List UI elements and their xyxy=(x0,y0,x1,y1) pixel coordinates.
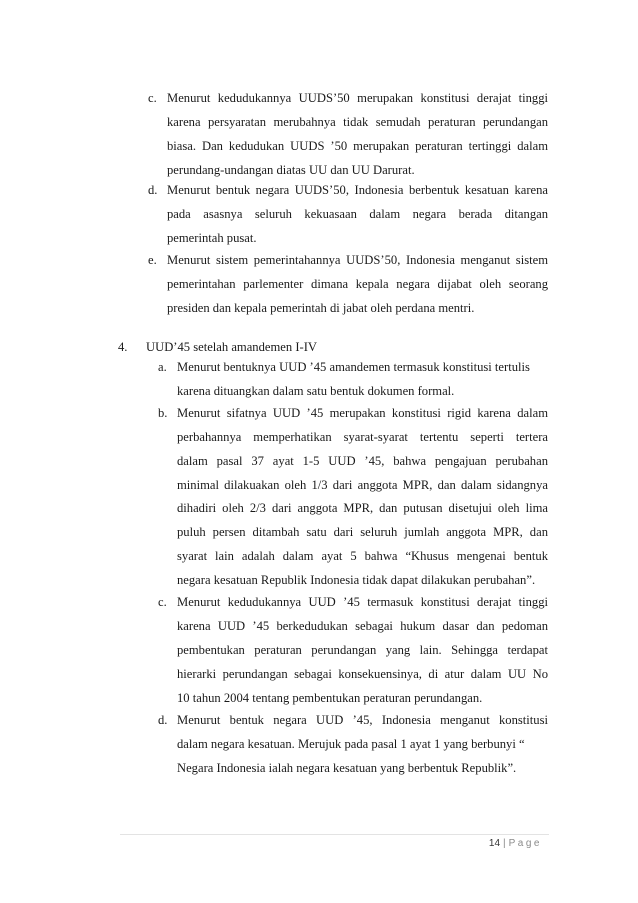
paragraph-line: dihadiri oleh 2/3 dari anggota MPR, dan putusan disetujui oleh lima xyxy=(177,501,548,515)
list-marker: c. xyxy=(148,91,157,105)
paragraph-line: pemerintah pusat. xyxy=(167,231,257,245)
paragraph-line: Menurut sifatnya UUD ’45 merupakan konstitusi rigid karena dalam xyxy=(177,406,548,420)
paragraph-line: karena persyaratan merubahnya tidak semudah peraturan perundangan xyxy=(167,115,548,129)
paragraph-line: Menurut bentuknya UUD ’45 amandemen termasuk konstitusi tertulis xyxy=(177,360,530,374)
paragraph-line: pembentukan peraturan perundangan yang lain. Sehingga terdapat xyxy=(177,643,548,657)
paragraph-line: Menurut bentuk negara UUD ’45, Indonesia menganut konstitusi xyxy=(177,713,548,727)
paragraph-line: pemerintahan parlementer dimana kepala negara dijabat oleh seorang xyxy=(167,277,548,291)
section-number: 4. xyxy=(118,340,128,354)
paragraph-line: Negara Indonesia ialah negara kesatuan yang berbentuk Republik”. xyxy=(177,761,517,775)
paragraph-line: Menurut bentuk negara UUDS’50, Indonesia berbentuk kesatuan karena xyxy=(167,183,548,197)
paragraph-line: minimal dilakuakan oleh 1/3 dari anggota MPR, dan dalam sidangnya xyxy=(177,478,548,492)
list-marker: c. xyxy=(158,595,167,609)
paragraph-line: dalam negara kesatuan. Merujuk pada pasal 1 ayat 1 yang berbunyi “ xyxy=(177,737,525,751)
paragraph-line: perbahannya memperhatikan syarat-syarat tertentu seperti tertera xyxy=(177,430,548,444)
paragraph-line: perundang-undangan diatas UU dan UU Darurat. xyxy=(167,163,415,177)
paragraph-line: hierarki perundangan sebagai konsekuensinya, di atur dalam UU No xyxy=(177,667,548,681)
paragraph-line: Menurut kedudukannya UUD ’45 termasuk konstitusi derajat tinggi xyxy=(177,595,548,609)
footer-separator: | xyxy=(503,838,506,849)
list-marker: b. xyxy=(158,406,168,420)
paragraph-line: Menurut kedudukannya UUDS’50 merupakan konstitusi derajat tinggi xyxy=(167,91,548,105)
paragraph-line: Menurut sistem pemerintahannya UUDS’50, Indonesia menganut sistem xyxy=(167,253,548,267)
list-marker: e. xyxy=(148,253,157,267)
page-number: 14 xyxy=(488,838,501,849)
paragraph-line: puluh persen ditambah satu dari seluruh jumlah anggota MPR, dan xyxy=(177,525,548,539)
paragraph-line: karena dituangkan dalam satu bentuk dokumen formal. xyxy=(177,384,455,398)
section-title: UUD’45 setelah amandemen I-IV xyxy=(146,340,317,354)
page-footer xyxy=(489,838,542,850)
footer-divider xyxy=(120,834,549,835)
paragraph-line: syarat lain adalah dalam ayat 5 bahwa “Khusus mengenai bentuk xyxy=(177,549,548,563)
paragraph-line: dalam pasal 37 ayat 1-5 UUD ’45, bahwa pengajuan perubahan xyxy=(177,454,548,468)
page-label: Page xyxy=(508,838,542,849)
paragraph-line: biasa. Dan kedudukan UUDS ’50 merupakan peraturan tertinggi dalam xyxy=(167,139,548,153)
list-marker: a. xyxy=(158,360,167,374)
paragraph-line: negara kesatuan Republik Indonesia tidak dapat dilakukan perubahan”. xyxy=(177,573,536,587)
paragraph-line: karena UUD ’45 berkedudukan sebagai hukum dasar dan pedoman xyxy=(177,619,548,633)
list-marker: d. xyxy=(158,713,168,727)
list-marker: d. xyxy=(148,183,158,197)
paragraph-line: pada asasnya seluruh kekuasaan dalam negara berada ditangan xyxy=(167,207,548,221)
paragraph-line: 10 tahun 2004 tentang pembentukan peraturan perundangan. xyxy=(177,691,483,705)
paragraph-line: presiden dan kepala pemerintah di jabat oleh perdana mentri. xyxy=(167,301,475,315)
